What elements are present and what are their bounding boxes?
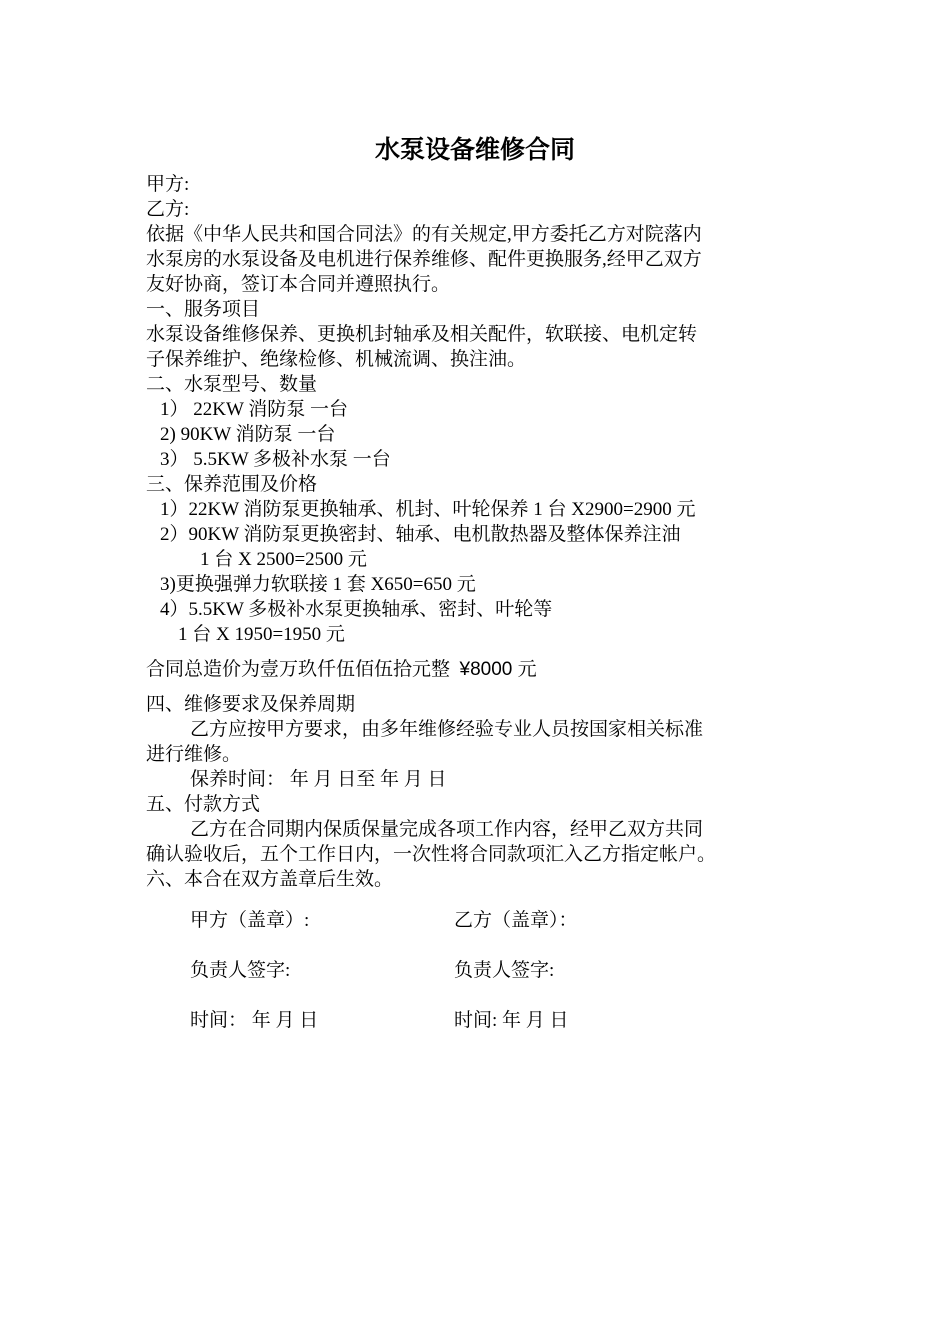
intro-line-2: 水泵房的水泵设备及电机进行保养维修、配件更换服务,经甲乙双方 xyxy=(146,249,702,270)
section-6-heading: 六、本合在双方盖章后生效。 xyxy=(146,869,394,890)
party-b-seal: 乙方（盖章）： xyxy=(454,910,578,931)
date-row xyxy=(190,1008,750,1033)
contract-body xyxy=(146,172,826,892)
party-b-signer: 负责人签字: xyxy=(454,960,555,981)
section-2-heading: 二、水泵型号、数量 xyxy=(146,374,318,395)
pump-item-1: 1） 22KW 消防泵 一台 xyxy=(160,399,349,420)
section-3-heading: 三、保养范围及价格 xyxy=(146,474,318,495)
intro-line-3: 友好协商，签订本合同并遵照执行。 xyxy=(146,274,451,295)
price-item-3: 3)更换强弹力软联接 1 套 X650=650 元 xyxy=(160,574,476,595)
party-a-seal: 甲方（盖章）: xyxy=(190,910,310,931)
section-5-heading: 五、付款方式 xyxy=(146,794,261,815)
total-text: 合同总造价为壹万玖仟伍佰伍拾元整 xyxy=(146,659,451,680)
total-price-line xyxy=(146,657,826,682)
section-4-heading: 四、维修要求及保养周期 xyxy=(146,694,356,715)
section-1-heading: 一、服务项目 xyxy=(146,299,261,320)
price-item-2: 2）90KW 消防泵更换密封、轴承、电机散热器及整体保养注油 xyxy=(160,524,681,545)
pump-item-3: 3） 5.5KW 多极补水泵 一台 xyxy=(160,449,391,470)
party-a-signer: 负责人签字: xyxy=(190,960,291,981)
section-1-line-1: 水泵设备维修保养、更换机封轴承及相关配件，软联接、电机定转 xyxy=(146,324,698,345)
price-item-4-price: 1 台 X 1950=1950 元 xyxy=(178,624,345,645)
price-item-4: 4）5.5KW 多极补水泵更换轴承、密封、叶轮等 xyxy=(160,599,553,620)
signer-row xyxy=(190,958,750,983)
document-title: 水泵设备维修合同 xyxy=(374,135,575,164)
party-a-line: 甲方: xyxy=(146,174,190,195)
seal-row xyxy=(190,908,750,933)
total-amount: ¥8000 元 xyxy=(459,659,537,680)
price-item-2-price: 1 台 X 2500=2500 元 xyxy=(200,549,367,570)
section-4-line-2: 进行维修。 xyxy=(146,744,242,765)
intro-line-1: 依据《中华人民共和国合同法》的有关规定,甲方委托乙方对院落内 xyxy=(146,224,702,245)
price-item-1: 1）22KW 消防泵更换轴承、机封、叶轮保养 1 台 X2900=2900 元 xyxy=(160,499,696,520)
pump-item-2: 2) 90KW 消防泵 一台 xyxy=(160,424,336,445)
section-5-line-1: 乙方在合同期内保质保量完成各项工作内容，经甲乙双方共同 xyxy=(190,819,704,840)
section-4-line-1: 乙方应按甲方要求，由多年维修经验专业人员按国家相关标准 xyxy=(190,719,704,740)
section-5-line-2: 确认验收后，五个工作日内，一次性将合同款项汇入乙方指定帐户。 xyxy=(146,844,717,865)
party-b-line: 乙方: xyxy=(146,199,190,220)
section-1-line-2: 子保养维护、绝缘检修、机械流调、换注油。 xyxy=(146,349,527,370)
party-a-date: 时间： 年 月 日 xyxy=(190,1010,319,1031)
maintenance-period: 保养时间： 年 月 日至 年 月 日 xyxy=(190,769,447,790)
party-b-date: 时间: 年 月 日 xyxy=(454,1010,569,1031)
